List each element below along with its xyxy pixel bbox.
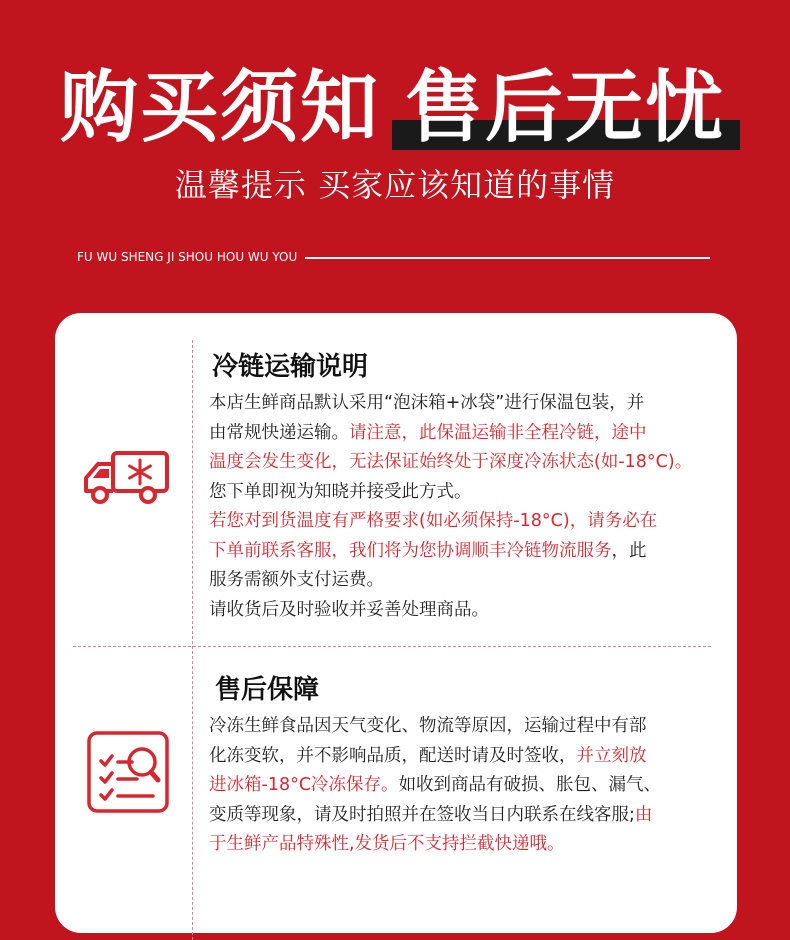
highlight-text: 下单前联系客服，我们将为您协调顺丰冷链物流服务 xyxy=(209,540,612,561)
section-title-after-sales: 售后保障 xyxy=(215,675,320,705)
text-line xyxy=(209,596,709,626)
vertical-divider xyxy=(192,340,193,940)
text-line xyxy=(209,448,709,478)
highlight-text: 由 xyxy=(634,804,653,825)
body-text: 化冻变软，并不影响品质，配送时请及时签收， xyxy=(209,745,577,766)
body-text: 您下单即视为知晓并接受此方式。 xyxy=(209,481,472,502)
highlight-text: 请注意，此保温运输非全程冷链，途中 xyxy=(349,422,647,443)
section-divider xyxy=(73,646,711,647)
text-line xyxy=(209,389,709,419)
body-text: 本店生鲜商品默认采用“泡沫箱+冰袋”进行保温包装，并 xyxy=(209,393,645,413)
text-line xyxy=(209,478,709,508)
body-text: 由常规快递运输。 xyxy=(209,422,349,443)
title-purchase-notice: 购买须知 xyxy=(60,63,381,153)
highlight-text: 若您对到货温度有严格要求(如必须保持-18°C)，请务必在 xyxy=(209,511,658,531)
hero-title xyxy=(0,58,790,158)
text-line xyxy=(209,801,709,831)
text-line xyxy=(209,566,709,596)
caption-divider xyxy=(305,257,710,259)
refrigerated-truck-icon xyxy=(82,450,170,512)
highlight-text: 温度会发生变化，无法保证始终处于深度冷冻状态(如-18°C)。 xyxy=(209,452,693,472)
notice-card xyxy=(55,313,737,933)
body-text: 请收货后及时验收并妥善处理商品。 xyxy=(209,599,489,620)
highlight-text: 进冰箱-18°C冷冻保存。 xyxy=(209,775,399,795)
highlight-text: 于生鲜产品特殊性,发货后不支持拦截快递哦。 xyxy=(209,834,565,854)
body-text: ，此 xyxy=(611,540,647,561)
checklist-magnifier-icon xyxy=(87,731,169,817)
subtitle: 温馨提示 买家应该知道的事情 xyxy=(174,166,616,204)
body-text: 服务需额外支付运费。 xyxy=(209,570,384,590)
section-body-cold-chain xyxy=(209,389,709,625)
text-line xyxy=(209,537,709,567)
text-line xyxy=(209,507,709,537)
body-text: 冷冻生鲜食品因天气变化、物流等原因，运输过程中有部 xyxy=(209,716,647,736)
text-line xyxy=(209,771,709,801)
body-text: 变质等现象，请及时拍照并在签收当日内联系在线客服; xyxy=(209,804,635,825)
text-line xyxy=(209,419,709,449)
text-line xyxy=(209,830,709,860)
title-after-sales: 售后无忧 xyxy=(405,63,726,153)
pinyin-caption: FU WU SHENG JI SHOU HOU WU YOU xyxy=(77,250,298,264)
highlight-text: 并立刻放 xyxy=(576,745,647,766)
section-body-after-sales xyxy=(209,712,709,860)
text-line xyxy=(209,742,709,772)
section-title-cold-chain: 冷链运输说明 xyxy=(212,352,369,382)
body-text: 如收到商品有破损、胀包、漏气、 xyxy=(398,775,662,795)
text-line xyxy=(209,712,709,742)
